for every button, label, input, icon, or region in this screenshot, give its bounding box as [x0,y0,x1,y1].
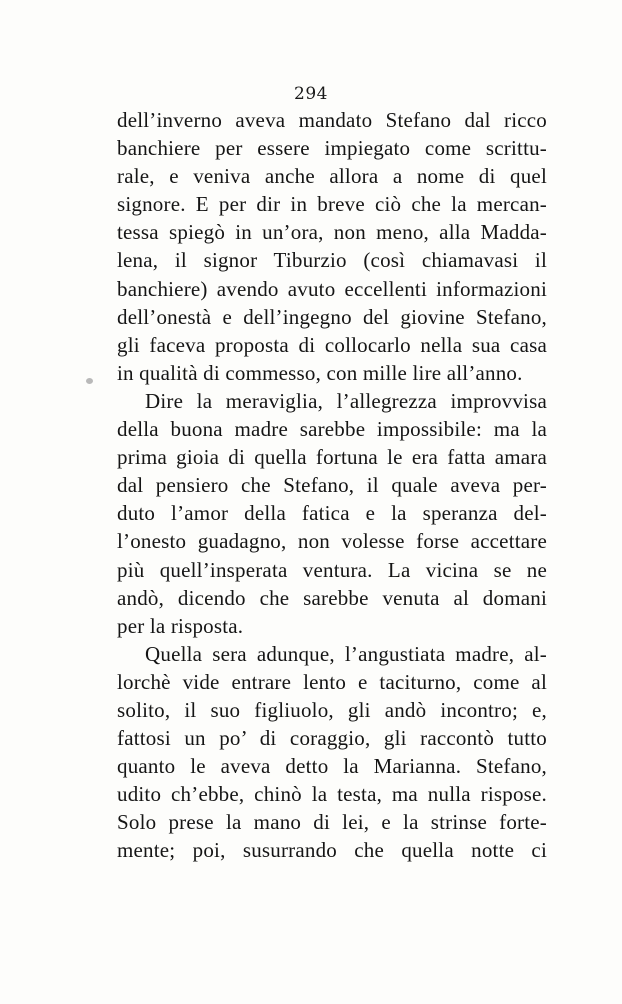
text-line: quanto le aveva detto la Marianna. Stefano, [117,754,547,779]
text-line: fattosi un po’ di coraggio, gli raccontò tutto [117,726,547,751]
text-line: signore. E per dir in breve ciò che la mercan- [117,192,547,217]
text-line: Dire la meraviglia, l’allegrezza improvvisa [145,388,547,413]
text-line: duto l’amor della fatica e la speranza del- [117,501,547,526]
body-text [117,106,547,865]
text-line: banchiere per essere impiegato come scrittu- [117,136,547,161]
text-line: prima gioia di quella fortuna le era fatta amara [117,445,547,470]
text-line: lorchè vide entrare lento e taciturno, come al [117,669,547,694]
text-line: più quell’insperata ventura. La vicina se ne [117,557,547,582]
text-line: lena, il signor Tiburzio (così chiamavasi il [117,248,547,273]
text-line: rale, e veniva anche allora a nome di quel [117,164,547,189]
page-number: 294 [294,84,328,104]
text-line: della buona madre sarebbe impossibile: ma la [117,417,547,442]
text-line: tessa spiegò in un’ora, non meno, alla Madda- [117,220,547,245]
text-line: dal pensiero che Stefano, il quale aveva per- [117,473,547,498]
text-line: banchiere) avendo avuto eccellenti informazioni [117,276,547,301]
text-line: mente; poi, susurrando che quella notte ci [117,838,547,863]
text-line: andò, dicendo che sarebbe venuta al domani [117,585,547,610]
paper-speck [86,378,93,384]
text-line: dell’onestà e dell’ingegno del giovine Stefano, [117,304,547,329]
text-line: dell’inverno aveva mandato Stefano dal ricco [117,108,547,132]
text-line: Quella sera adunque, l’angustiata madre, al- [145,641,547,666]
text-line: udito ch’ebbe, chinò la testa, ma nulla rispose. [117,782,547,807]
text-line: gli faceva proposta di collocarlo nella sua casa [117,332,547,357]
text-line: l’onesto guadagno, non volesse forse accettare [117,529,547,554]
text-line: Solo prese la mano di lei, e la strinse forte- [117,810,547,835]
text-line: per la risposta. [117,613,244,638]
text-line: solito, il suo figliuolo, gli andò incontro; e, [117,697,547,722]
text-line: in qualità di commesso, con mille lire all’anno. [117,360,523,385]
